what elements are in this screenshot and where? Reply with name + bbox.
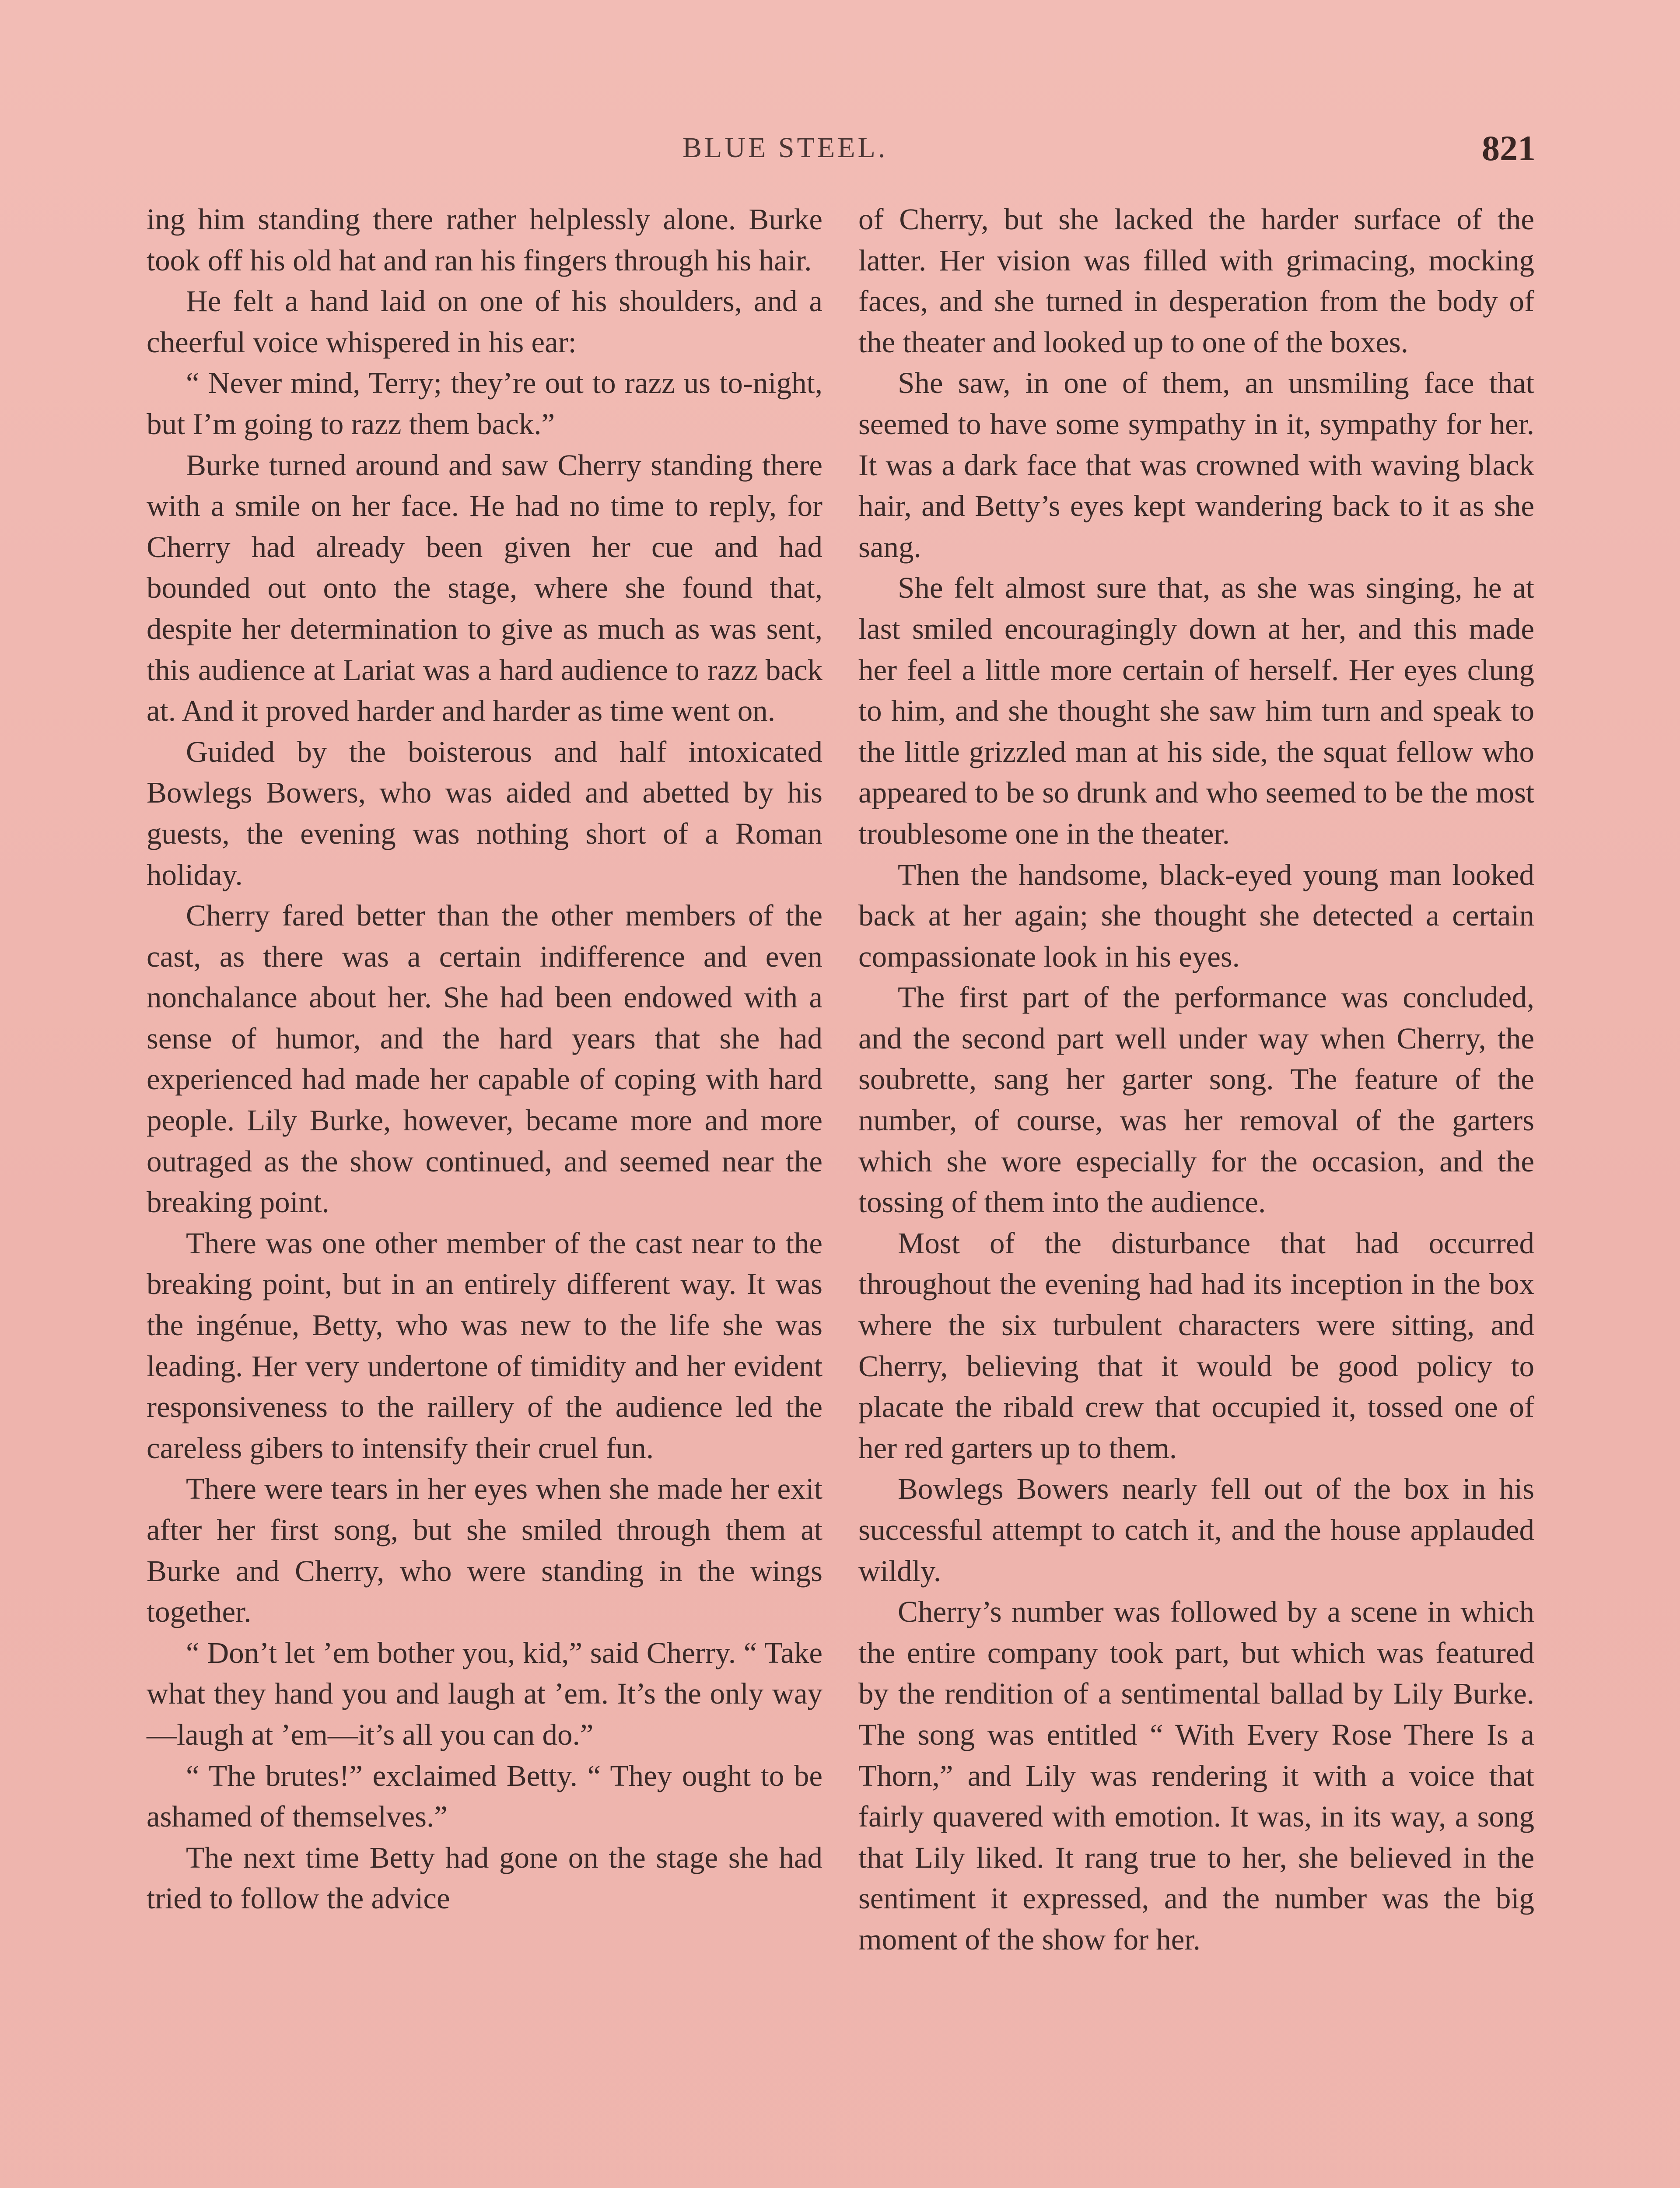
paragraph: Guided by the boisterous and half intoxicated Bowlegs Bowers, who was aided and abetted by his guests, the evening was nothing short of a Roman holiday. xyxy=(147,735,822,891)
paragraph: She saw, in one of them, an unsmiling face that seemed to have some sympathy in it, sympathy for her. It was a dark face that was crowned with waving black hair, and Betty’s eyes kept wandering back to it as she sang. xyxy=(858,366,1534,564)
running-title: BLUE STEEL. xyxy=(682,132,888,164)
paragraph: Cherry’s number was followed by a scene in which the entire company took part, but which was featured by the rendition of a sentimental ballad by Lily Burke. The song was entitled “ With Every Rose There Is a Thorn,” and Lily was rendering it with a voice that fairly quavered with emotion. It was, in its way, a song that Lily liked. It rang true to her, she believed in the sentiment it expressed, and the number was the big moment of the show for her. xyxy=(858,1595,1534,1956)
paragraph: There was one other member of the cast near to the breaking point, but in an entirely different way. It was the ingénue, Betty, who was new to the life she was leading. Her very undertone of timidity and her evident responsiveness to the raillery of the audience led the careless gibers to intensify their cruel fun. xyxy=(147,1226,822,1465)
page-number: 821 xyxy=(1482,128,1536,168)
paragraph: Then the handsome, black-eyed young man looked back at her again; she thought she detected a certain compassionate look in his eyes. xyxy=(858,858,1534,973)
paragraph: “ Don’t let ’em bother you, kid,” said Cherry. “ Take what they hand you and laugh at ’em. It’s the only way—laugh at ’em—it’s all you can do.” xyxy=(147,1636,822,1751)
paragraph: Cherry fared better than the other members of the cast, as there was a certain indifference and even nonchalance about her. She had been endowed with a sense of humor, and the hard years that she had experienced had made her capable of coping with hard people. Lily Burke, however, became more and more outraged as the show continued, and seemed near the breaking point. xyxy=(147,899,822,1219)
paragraph: Bowlegs Bowers nearly fell out of the box in his successful attempt to catch it, and the house applauded wildly. xyxy=(858,1472,1534,1588)
paragraph: ing him standing there rather helplessly alone. Burke took off his old hat and ran his fingers through his hair. xyxy=(147,203,822,277)
paragraph: “ The brutes!” exclaimed Betty. “ They ought to be ashamed of themselves.” xyxy=(147,1759,822,1834)
paragraph: The first part of the performance was concluded, and the second part well under way when Cherry, the soubrette, sang her garter song. The feature of the number, of course, was her removal of the garters which she wore especially for the occasion, and the tossing of them into the audience. xyxy=(858,981,1534,1219)
right-text-column xyxy=(858,199,1534,1960)
paragraph: There were tears in her eyes when she made her exit after her first song, but she smiled through them at Burke and Cherry, who were standing in the wings together. xyxy=(147,1472,822,1629)
paragraph: “ Never mind, Terry; they’re out to razz us to-night, but I’m going to razz them back.” xyxy=(147,366,822,441)
paragraph: He felt a hand laid on one of his shoulders, and a cheerful voice whispered in his ear: xyxy=(147,284,822,359)
paragraph: of Cherry, but she lacked the harder surface of the latter. Her vision was filled with grimacing, mocking faces, and she turned in desperation from the body of the theater and looked up to one of the boxes. xyxy=(858,203,1534,359)
left-text-column xyxy=(147,199,822,1919)
paragraph: Most of the disturbance that had occurred throughout the evening had had its inception in the box where the six turbulent characters were sitting, and Cherry, believing that it would be good policy to placate the ribald crew that occupied it, tossed one of her red garters up to them. xyxy=(858,1226,1534,1465)
paragraph: The next time Betty had gone on the stage she had tried to follow the advice xyxy=(147,1841,822,1915)
paragraph: She felt almost sure that, as she was singing, he at last smiled encouragingly down at her, and this made her feel a little more certain of herself. Her eyes clung to him, and she thought she saw him turn and speak to the little grizzled man at his side, the squat fellow who appeared to be so drunk and who seemed to be the most troublesome one in the theater. xyxy=(858,571,1534,850)
paragraph: Burke turned around and saw Cherry standing there with a smile on her face. He had no time to reply, for Cherry had already been given her cue and had bounded out onto the stage, where she found that, despite her determination to give as much as was sent, this audience at Lariat was a hard audience to razz back at. And it proved harder and harder as time went on. xyxy=(147,448,822,728)
